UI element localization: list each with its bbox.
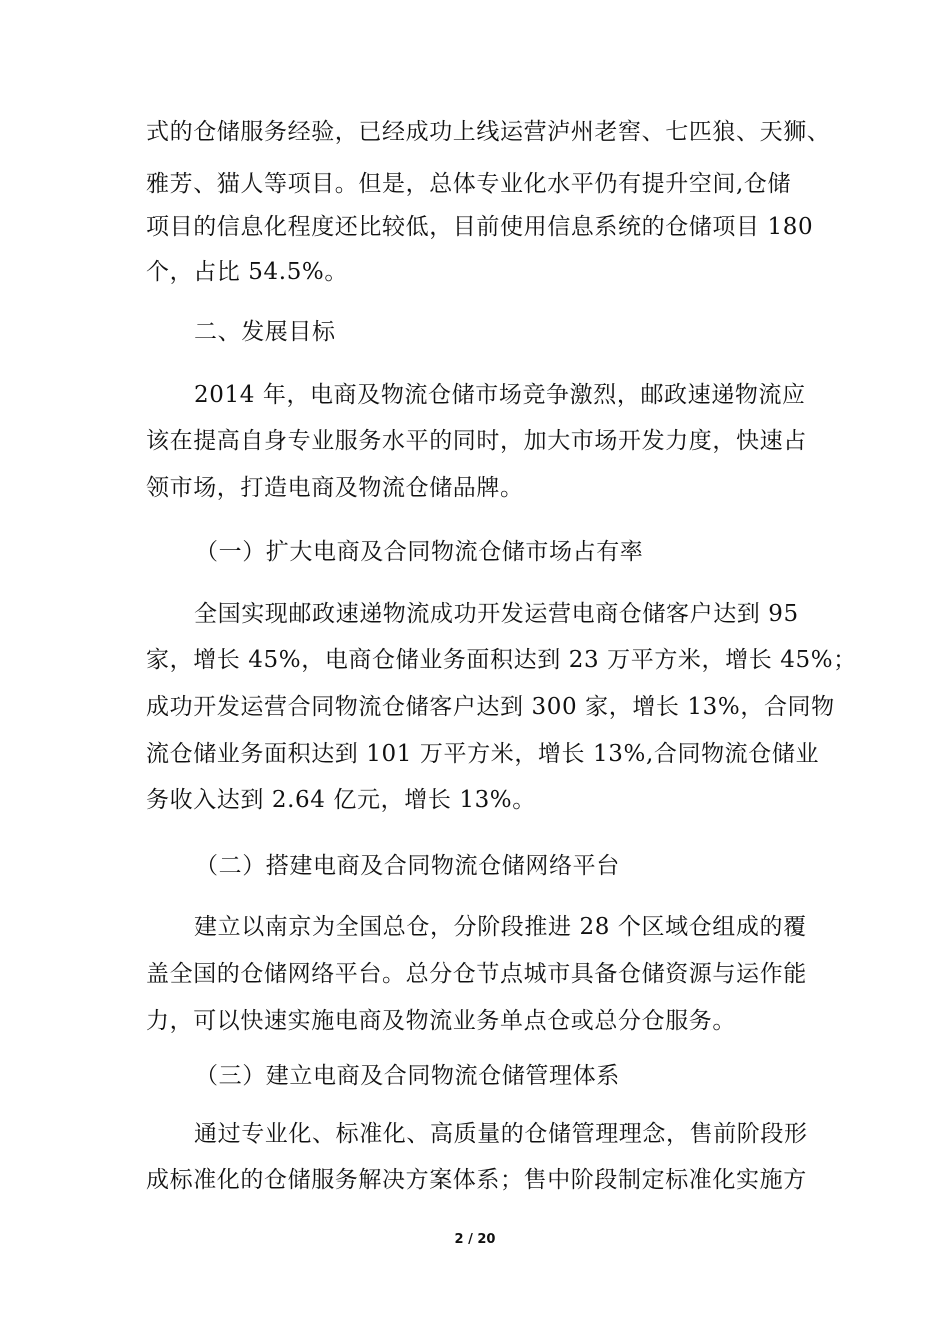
body-text-line: 力，可以快速实施电商及物流业务单点仓或总分仓服务。 [146,1008,736,1034]
body-text-line: 家，增长 45%，电商仓储业务面积达到 23 万平方米，增长 45%； [146,647,857,673]
body-text-line: 务收入达到 2.64 亿元，增长 13%。 [146,787,536,813]
subsection-heading: （一）扩大电商及合同物流仓储市场占有率 [195,539,644,565]
body-text-line: 建立以南京为全国总仓，分阶段推进 28 个区域仓组成的覆 [194,914,807,940]
page-number: 2 / 20 [454,1232,496,1247]
body-text-line: 成功开发运营合同物流仓储客户达到 300 家，增长 13%，合同物 [146,694,835,720]
section-heading: 二、发展目标 [194,319,336,345]
body-text-line: 2014 年，电商及物流仓储市场竞争激烈，邮政速递物流应 [194,382,806,408]
body-text-line: 盖全国的仓储网络平台。总分仓节点城市具备仓储资源与运作能 [146,961,807,987]
body-text-line: 项目的信息化程度还比较低，目前使用信息系统的仓储项目 180 [146,214,814,240]
body-text-line: 全国实现邮政速递物流成功开发运营电商仓储客户达到 95 [194,601,799,627]
subsection-heading: （二）搭建电商及合同物流仓储网络平台 [195,853,620,879]
body-text-line: 成标准化的仓储服务解决方案体系；售中阶段制定标准化实施方 [146,1167,807,1193]
body-text-line: 个，占比 54.5%。 [146,259,348,285]
body-text-line: 雅芳、猫人等项目。但是，总体专业化水平仍有提升空间,仓储 [146,171,792,197]
body-text-line: 该在提高自身专业服务水平的同时，加大市场开发力度，快速占 [146,428,807,454]
body-text-line: 式的仓储服务经验，已经成功上线运营泸州老窖、七匹狼、天狮、 [146,119,831,145]
body-text-line: 通过专业化、标准化、高质量的仓储管理理念，售前阶段形 [194,1121,808,1147]
body-text-line: 领市场，打造电商及物流仓储品牌。 [146,475,524,501]
body-text-line: 流仓储业务面积达到 101 万平方米，增长 13%,合同物流仓储业 [146,741,820,767]
subsection-heading: （三）建立电商及合同物流仓储管理体系 [195,1063,620,1089]
